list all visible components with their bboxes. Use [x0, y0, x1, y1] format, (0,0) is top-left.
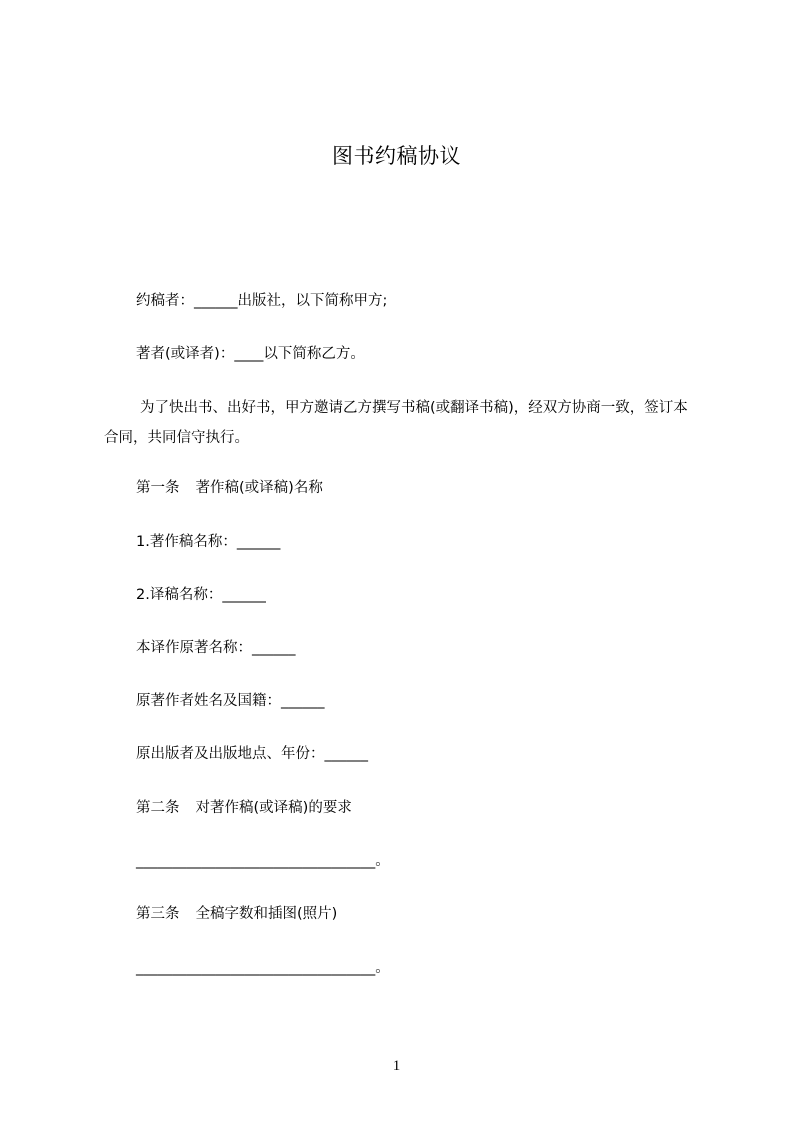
article-1-label: 第一条 [136, 480, 180, 496]
article-3-blank: _________________________________。 [136, 960, 390, 976]
original-author-field: 原著作者姓名及国籍：______ [136, 693, 325, 709]
translation-name-field: 2.译稿名称：______ [136, 587, 266, 603]
article-3-title: 全稿字数和插图(照片) [195, 906, 338, 922]
article-3-heading [136, 904, 337, 924]
original-publisher-field: 原出版者及出版地点、年份：______ [136, 746, 368, 762]
work-name-field: 1.著作稿名称：______ [136, 534, 281, 550]
article-3-label: 第三条 [136, 906, 180, 922]
original-name-field: 本译作原著名称：______ [136, 640, 296, 656]
page-number: 1 [392, 1058, 401, 1074]
article-2-title: 对著作稿(或译稿)的要求 [195, 800, 352, 816]
document-title: 图书约稿协议 [332, 144, 461, 168]
preamble-paragraph: 为了快出书、出好书，甲方邀请乙方撰写书稿(或翻译书稿)，经双方协商一致，签订本合同，共同信守执行。 [104, 400, 688, 446]
article-2-heading [136, 798, 352, 818]
article-2-label: 第二条 [136, 800, 180, 816]
author-line: 著者(或译者)：____以下简称乙方。 [136, 346, 365, 362]
article-1-title: 著作稿(或译稿)名称 [195, 480, 323, 496]
article-1-heading [136, 478, 323, 498]
commissioner-line: 约稿者：______出版社，以下简称甲方; [136, 293, 388, 309]
article-2-blank: _________________________________。 [136, 853, 390, 869]
